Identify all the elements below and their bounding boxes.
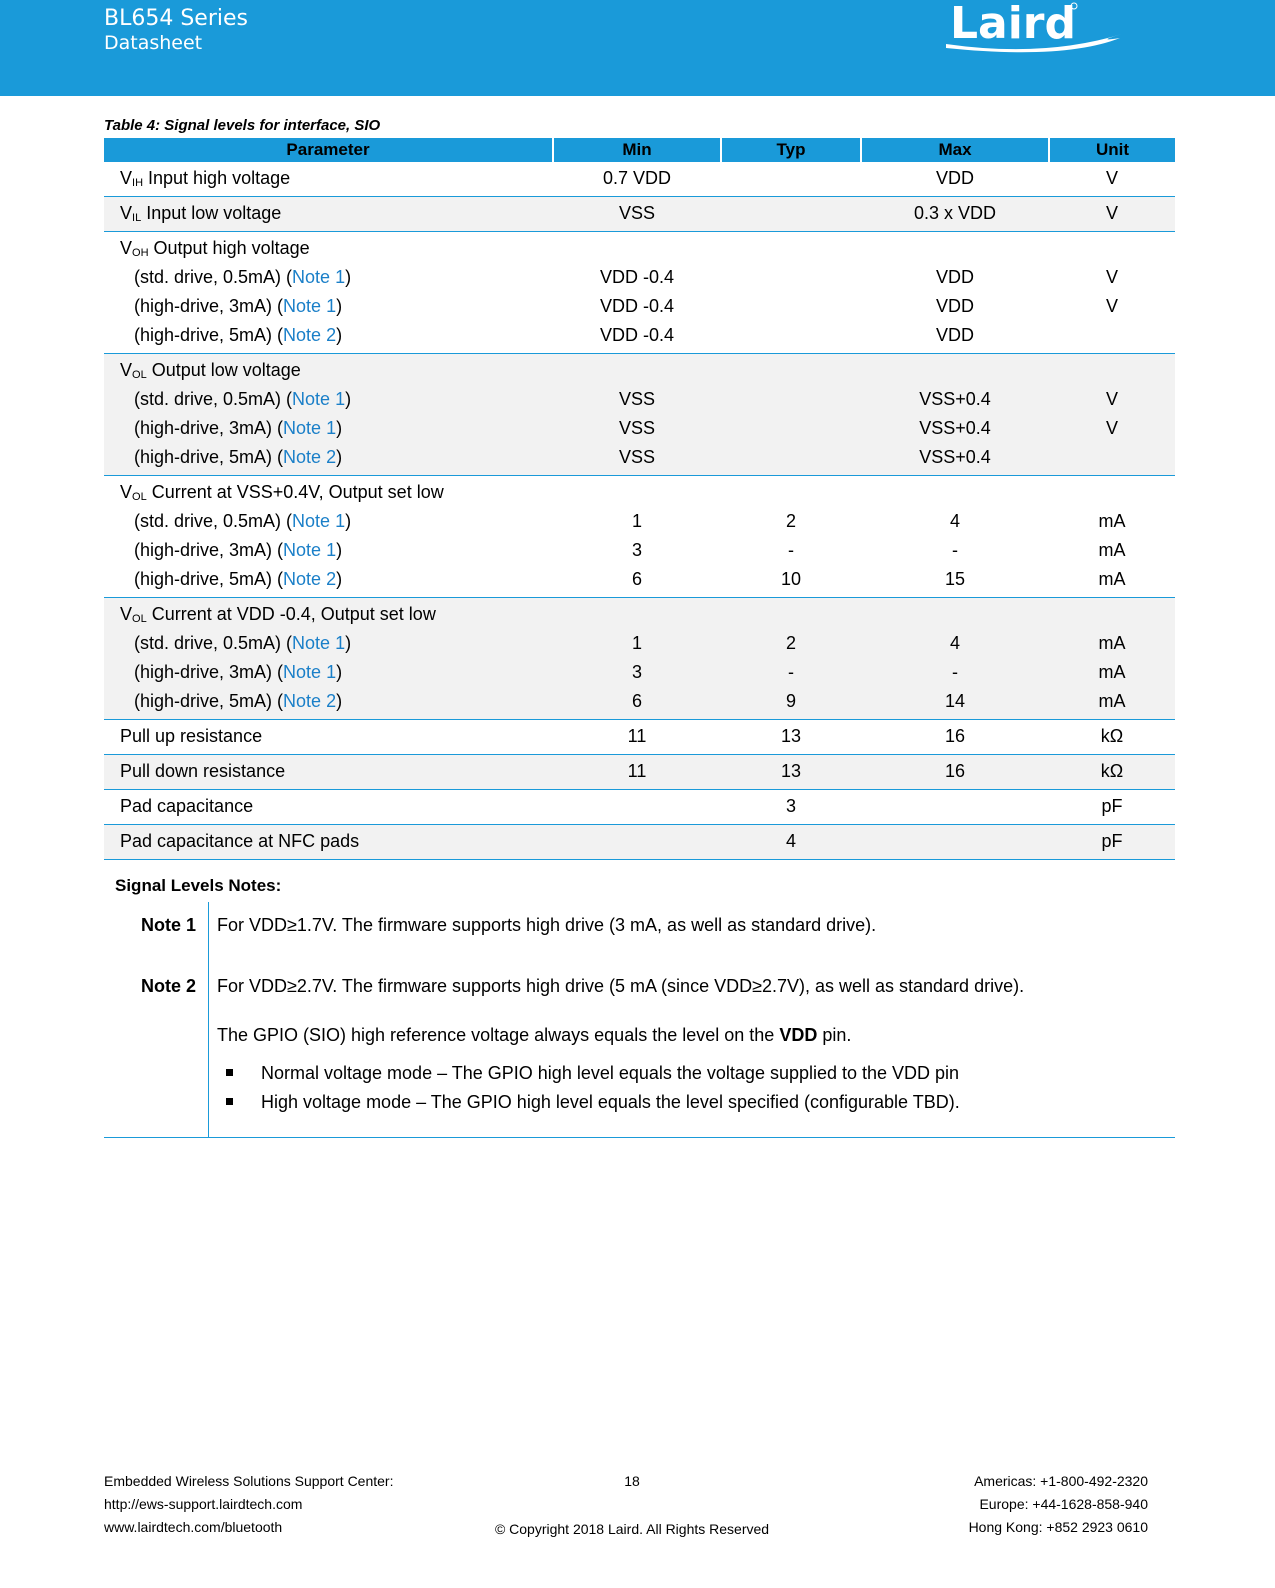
- bullet-item: High voltage mode – The GPIO high level equals the level specified (configurable TBD).: [226, 1092, 960, 1113]
- note-1-link[interactable]: Note 1: [283, 540, 337, 560]
- table-row: Pull down resistance 11 13 16 kΩ: [104, 755, 1175, 790]
- note-1-text: For VDD≥1.7V. The firmware supports high drive (3 mA, as well as standard drive).: [217, 915, 877, 935]
- table-row: Pull up resistance 11 13 16 kΩ: [104, 720, 1175, 755]
- support-url-link[interactable]: http://ews-support.lairdtech.com: [104, 1496, 303, 1512]
- support-center-label: Embedded Wireless Solutions Support Center:: [104, 1473, 394, 1489]
- note-1-link[interactable]: Note 1: [292, 389, 346, 409]
- col-max: Max: [861, 138, 1049, 162]
- param-label: Pull up resistance: [120, 726, 263, 746]
- note-2-link[interactable]: Note 2: [283, 691, 337, 711]
- table-row: $V_{OL}$ Current at VDD -0.4, Output set low (std. drive, 0.5mA) (Note 1) (high-drive, 3mA) (Note 1) (high-drive, 5mA) (Note 2) 1 3 6 2 - 9 4 - 14 mA mA mA: [104, 598, 1175, 720]
- table-row: $V_{OL}$ Current at VSS+0.4V, Output set low (std. drive, 0.5mA) (Note 1) (high-drive, 3mA) (Note 1) (high-drive, 5mA) (Note 2) 1 3 6 2 - 10 4 - 15 mA mA mA: [104, 476, 1175, 598]
- doc-type: Datasheet: [104, 32, 203, 54]
- table-row: Pad capacitance at NFC pads 4 pF: [104, 825, 1175, 860]
- table-row: $V_{OH}$ Output high voltage (std. drive, 0.5mA) (Note 1) (high-drive, 3mA) (Note 1) (high-drive, 5mA) (Note 2) VDD -0.4 VDD -0.4 VDD -0.4 VDD VDD VDD V V: [104, 232, 1175, 354]
- note-1-link[interactable]: Note 1: [283, 296, 337, 316]
- table-header-row: [104, 138, 1175, 162]
- note-2-label: Note 2: [140, 976, 196, 996]
- notes-section: [104, 902, 1175, 1138]
- web-url-link[interactable]: www.lairdtech.com/bluetooth: [104, 1519, 283, 1535]
- notes-divider: [208, 902, 209, 1137]
- phone-hong-kong: Hong Kong: +852 2923 0610: [968, 1519, 1148, 1535]
- phone-europe: Europe: +44-1628-858-940: [979, 1496, 1148, 1512]
- col-parameter: Parameter: [104, 138, 553, 162]
- laird-logo: [944, 0, 1144, 60]
- signal-levels-table: [104, 138, 1175, 860]
- param-label: Pull down resistance: [120, 761, 286, 781]
- series-title: BL654 Series: [104, 6, 248, 31]
- note-1-link[interactable]: Note 1: [292, 633, 346, 653]
- note-2-link[interactable]: Note 2: [283, 325, 337, 345]
- param-label: Current at VDD -0.4, Output set low: [146, 604, 436, 624]
- page-number: 18: [624, 1473, 640, 1489]
- notes-title: Signal Levels Notes:: [115, 876, 282, 895]
- gpio-reference-text: The GPIO (SIO) high reference voltage always equals the level on the VDD pin.: [217, 1025, 852, 1045]
- col-typ: Typ: [721, 138, 861, 162]
- note-2-text: For VDD≥2.7V. The firmware supports high drive (5 mA (since VDD≥2.7V), as well as standard drive).: [217, 976, 1025, 996]
- note-2-link[interactable]: Note 2: [283, 447, 337, 467]
- col-min: Min: [553, 138, 721, 162]
- bullet-item: Normal voltage mode – The GPIO high level equals the voltage supplied to the VDD pin: [226, 1063, 959, 1084]
- page-header: [0, 0, 1275, 96]
- param-label: Input low voltage: [141, 203, 282, 223]
- col-unit: Unit: [1049, 138, 1175, 162]
- bullet-square-icon: [226, 1098, 233, 1105]
- param-label: Input high voltage: [143, 168, 291, 188]
- note-1-label: Note 1: [140, 915, 196, 935]
- param-label: Output low voltage: [146, 360, 301, 380]
- phone-americas: Americas: +1-800-492-2320: [974, 1473, 1148, 1489]
- logo-wordmark: Laird: [950, 0, 1077, 49]
- table-row: $V_{IH}$ Input high voltage 0.7 VDD VDD V: [104, 162, 1175, 197]
- param-label: Current at VSS+0.4V, Output set low: [146, 482, 444, 502]
- table-row: $V_{IL}$ Input low voltage VSS 0.3 x VDD V: [104, 197, 1175, 232]
- note-1-link[interactable]: Note 1: [292, 511, 346, 531]
- table-caption: Table 4: Signal levels for interface, SIO: [104, 117, 381, 134]
- copyright: © Copyright 2018 Laird. All Rights Reserved: [494, 1521, 770, 1537]
- footer-phones: [880, 1470, 1148, 1539]
- note-1-link[interactable]: Note 1: [283, 418, 337, 438]
- footer-contact: [104, 1470, 393, 1539]
- param-label: Pad capacitance: [120, 796, 254, 816]
- param-label: Output high voltage: [148, 238, 310, 258]
- bullet-square-icon: [226, 1069, 233, 1076]
- note-2-link[interactable]: Note 2: [283, 569, 337, 589]
- note-1-link[interactable]: Note 1: [283, 662, 337, 682]
- table-row: Pad capacitance 3 pF: [104, 790, 1175, 825]
- param-label: Pad capacitance at NFC pads: [120, 831, 360, 851]
- table-row: $V_{OL}$ Output low voltage (std. drive, 0.5mA) (Note 1) (high-drive, 3mA) (Note 1) (high-drive, 5mA) (Note 2) VSS VSS VSS VSS+0.4 VSS+0.4 VSS+0.4 V V: [104, 354, 1175, 476]
- note-1-link[interactable]: Note 1: [292, 267, 346, 287]
